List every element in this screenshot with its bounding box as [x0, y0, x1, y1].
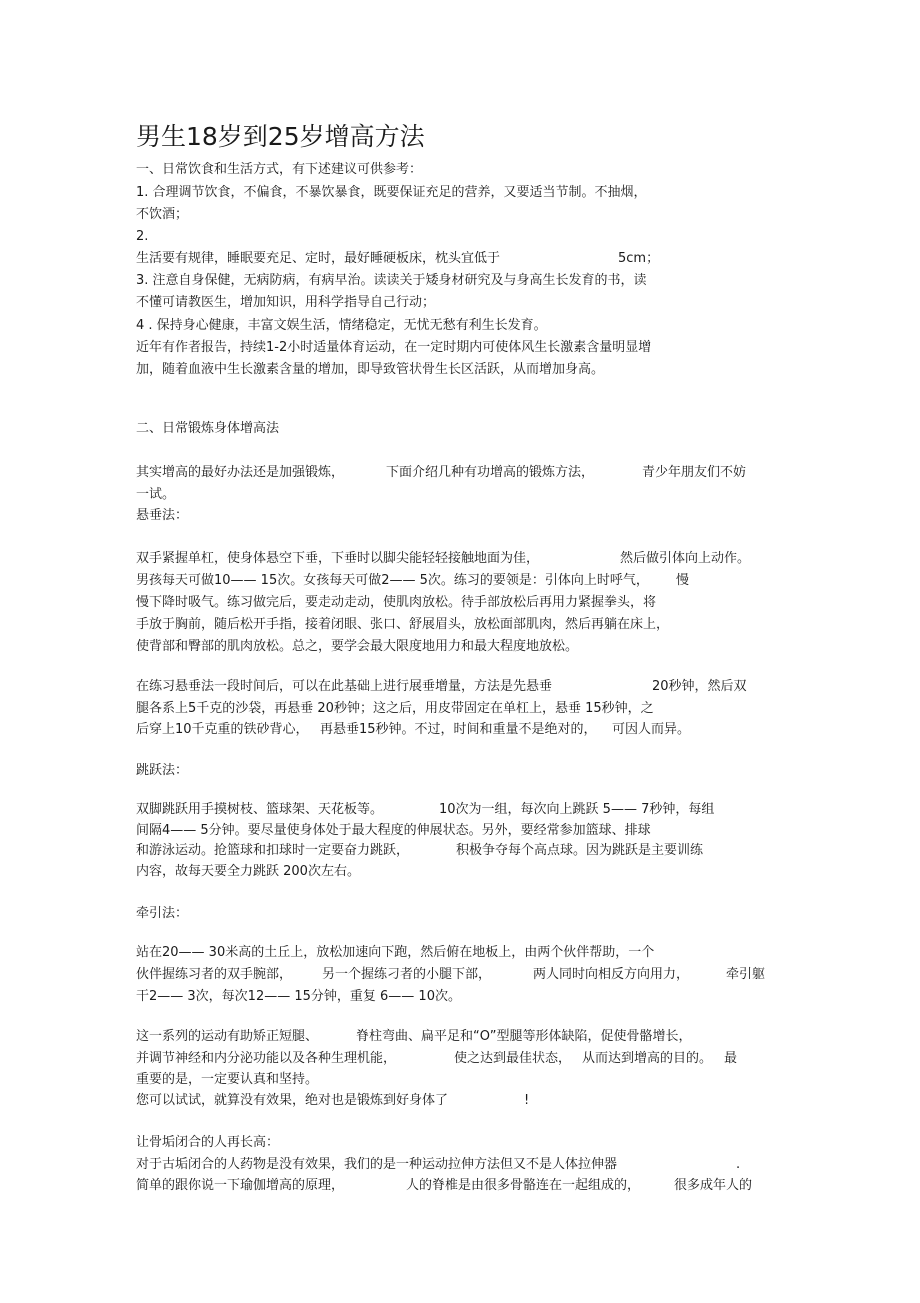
paragraph-line: 加，随着血液中生长激素含量的增加，即导致管状骨生长区活跃，从而增加身高。 [136, 362, 605, 377]
paragraph-line: 使背部和臀部的肌肉放松。总之，要学会最大限度地用力和最大程度地放松。 [136, 639, 579, 654]
text-segment: 后穿上10千克重的铁砂背心， [136, 722, 309, 737]
text-segment: 双手紧握单杠，使身体悬空下垂，下垂时以脚尖能轻轻接触地面为佳， [136, 551, 540, 566]
text-segment: 在练习悬垂法一段时间后，可以在此基础上进行展垂增量，方法是先悬垂 [136, 679, 553, 694]
paragraph-line: 近年有作者报告，持续1-2小时适量体育运动，在一定时期内可使体风生长激素含量明显增 [136, 340, 652, 355]
paragraph-line [136, 463, 796, 483]
text-segment: 其实增高的最好办法还是加强锻炼， [136, 465, 345, 480]
paragraph-line: 4 . 保持身心健康，丰富文娱生活，情绪稳定，无忧无愁有利生长发育。 [136, 318, 547, 333]
text-segment: 这一系列的运动有助矫正短腿、 [136, 1029, 319, 1044]
text-segment: 男孩每天可做10—— 15次。女孩每天可做2—— 5次。练习的要领是：引体向上时呼气， [136, 573, 649, 588]
text-segment: 可因人而异。 [612, 722, 691, 737]
paragraph-line: 站在20—— 30米高的土丘上，放松加速向下跑，然后俯在地板上，由两个伙伴帮助，一个 [136, 945, 655, 960]
text-segment: 再悬垂15秒钟。不过，时间和重量不是绝对的， [320, 722, 597, 737]
paragraph-line: 间隔4—— 5分钟。要尽量使身体处于最大程度的伸展状态。另外，要经常参加篮球、排球 [136, 823, 651, 838]
paragraph-line: 一试。 [136, 487, 176, 502]
paragraph-line [136, 800, 796, 820]
subheading-jump: 跳跃法： [136, 763, 189, 778]
text-segment: 简单的跟你说一下瑜伽增高的原理， [136, 1178, 345, 1193]
subheading-growth-plate: 让骨垢闭合的人再长高： [136, 1135, 280, 1150]
text-segment: 下面介绍几种有功增高的锻炼方法， [386, 465, 595, 480]
paragraph-line [136, 1155, 796, 1175]
text-segment: 从而达到增高的目的。 [582, 1051, 713, 1066]
subheading-hanging: 悬垂法： [136, 508, 189, 523]
paragraph-line [136, 549, 796, 569]
text-segment: 人的脊椎是由很多骨骼连在一起组成的， [406, 1178, 641, 1193]
section-heading-1: 一、日常饮食和生活方式，有下述建议可供参考： [136, 162, 423, 177]
text-segment: 牵引躯 [726, 967, 766, 982]
paragraph-line [136, 677, 796, 697]
text-segment: 另一个握练刁者的小腿下部， [322, 967, 492, 982]
text-segment: 您可以试试，就算没有效果，绝对也是锻炼到好身体了 [136, 1093, 449, 1108]
paragraph-line [136, 965, 796, 985]
text-segment: 伙伴握练习者的双手腕部， [136, 967, 293, 982]
page-title: 男生18岁到25岁增高方法 [136, 122, 425, 151]
paragraph-line: 内容，故每天要全力跳跃 200次左右。 [136, 864, 360, 879]
paragraph-line: 干2—— 3次，每次12—— 15分钟，重复 6—— 10次。 [136, 989, 461, 1004]
text-segment: 慢 [676, 573, 690, 588]
paragraph-line: 腿各系上5千克的沙袋，再悬垂 20秒钟；这之后，用皮带固定在单杠上，悬垂 15秒钟，之 [136, 701, 654, 716]
section-heading-2: 二、日常锻炼身体增高法 [136, 421, 280, 436]
paragraph-line [136, 720, 796, 740]
paragraph-line: 不懂可请教医生，增加知识，用科学指导自己行动； [136, 295, 436, 310]
text-segment: 最 [724, 1051, 738, 1066]
text-segment: 两人同时向相反方向用力， [533, 967, 690, 982]
paragraph-line: 重要的是，一定要认真和坚持。 [136, 1072, 319, 1087]
text-segment: 20秒钟，然后双 [652, 679, 747, 694]
paragraph-line [136, 1176, 796, 1196]
paragraph-line [136, 1091, 796, 1111]
text-segment: 使之达到最佳状态， [454, 1051, 572, 1066]
list-number: 2. [136, 229, 149, 244]
paragraph-line [136, 571, 796, 591]
text-segment: 脊柱弯曲、扁平足和“O”型腿等形体缺陷，促使骨骼增长， [356, 1029, 692, 1044]
text-segment: 青少年朋友们不妨 [642, 465, 747, 480]
text-segment: 对于古垢闭合的人药物是没有效果，我们的是一种运动拉伸方法但又不是人体拉伸器 [136, 1157, 618, 1172]
text-segment: 并调节神经和内分泌功能以及各种生理机能， [136, 1051, 397, 1066]
paragraph-line: 1. 合理调节饮食，不偏食，不暴饮暴食，既要保证充足的营养，又要适当节制。不抽烟， [136, 185, 647, 200]
text-segment: 然后做引体向上动作。 [620, 551, 751, 566]
text-segment: . [736, 1157, 741, 1172]
text-segment: 很多成年人的 [674, 1178, 753, 1193]
text-segment: 5cm； [618, 251, 660, 266]
paragraph-line: 3. 注意自身保健，无病防病，有病早治。读读关于矮身材研究及与身高生长发育的书，读 [136, 273, 647, 288]
paragraph-line [136, 1027, 796, 1047]
paragraph-line: 不饮酒； [136, 207, 189, 222]
paragraph-line [136, 841, 796, 861]
subheading-traction: 牵引法： [136, 906, 189, 921]
paragraph-line: 手放于胸前，随后松开手指，接着闭眼、张口、舒展眉头，放松面部肌肉，然后再躺在床上， [136, 617, 670, 632]
text-segment: ! [524, 1093, 530, 1108]
text-segment: 生活要有规律，睡眠要充足、定时，最好睡硬板床，枕头宜低于 [136, 251, 501, 266]
paragraph-line: 慢下降时吸气。练习做完后，要走动走动，使肌肉放松。待手部放松后再用力紧握拳头，将 [136, 595, 657, 610]
paragraph-line [136, 249, 796, 269]
paragraph-line [136, 1049, 796, 1069]
text-segment: 10次为一组，每次向上跳跃 5—— 7秒钟，每组 [439, 802, 715, 817]
text-segment: 和游泳运动。抢篮球和扣球时一定要奋力跳跃， [136, 843, 410, 858]
text-segment: 双脚跳跃用手摸树枝、篮球架、天花板等。 [136, 802, 384, 817]
text-segment: 积极争夺每个高点球。因为跳跃是主要训练 [456, 843, 704, 858]
